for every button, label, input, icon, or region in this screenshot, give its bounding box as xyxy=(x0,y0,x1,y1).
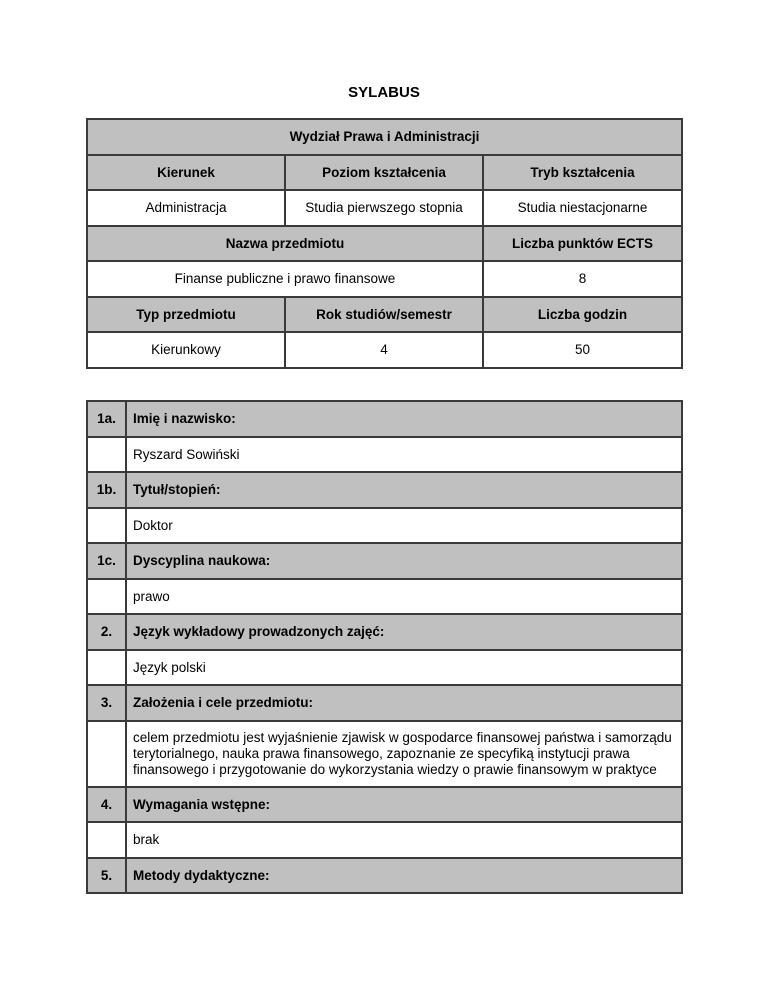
study-labels-row xyxy=(87,155,682,191)
document-title: SYLABUS xyxy=(348,84,420,101)
section-value-row xyxy=(87,822,682,858)
section-number-spacer xyxy=(87,579,126,615)
course-objectives-heading: Założenia i cele przedmiotu: xyxy=(126,685,682,721)
scientific-discipline-heading: Dyscyplina naukowa: xyxy=(126,543,682,579)
section-heading-row xyxy=(87,543,682,579)
scientific-discipline-value: prawo xyxy=(126,579,682,615)
hours-label: Liczba godzin xyxy=(483,297,682,333)
faculty-row xyxy=(87,119,682,155)
study-values-row xyxy=(87,190,682,226)
teaching-language-value: Język polski xyxy=(126,650,682,686)
teaching-methods-heading: Metody dydaktyczne: xyxy=(126,858,682,894)
section-number: 1b. xyxy=(87,472,126,508)
year-semester-label: Rok studiów/semestr xyxy=(285,297,483,333)
subject-values-row xyxy=(87,261,682,297)
study-mode-label: Tryb kształcenia xyxy=(483,155,682,191)
section-number: 1a. xyxy=(87,401,126,437)
section-number: 3. xyxy=(87,685,126,721)
academic-title-heading: Tytuł/stopień: xyxy=(126,472,682,508)
education-level-value: Studia pierwszego stopnia xyxy=(285,190,483,226)
section-value-row xyxy=(87,650,682,686)
course-objectives-value: celem przedmiotu jest wyjaśnienie zjawisk w gospodarce finansowej państwa i samorządu terytorialnego, nauka prawa finansowego, zapoznanie ze specyfiką instytucji prawa finansowego i przygotowanie do wykorzystania wiedzy o prawie finansowym w praktyce xyxy=(126,721,682,787)
faculty-name: Wydział Prawa i Administracji xyxy=(87,119,682,155)
section-number: 1c. xyxy=(87,543,126,579)
section-number-spacer xyxy=(87,508,126,544)
course-info-table xyxy=(86,118,683,369)
section-heading-row xyxy=(87,614,682,650)
course-values-row xyxy=(87,332,682,368)
syllabus-sections-table xyxy=(86,400,683,894)
course-type-label: Typ przedmiotu xyxy=(87,297,285,333)
ects-value: 8 xyxy=(483,261,682,297)
course-labels-row xyxy=(87,297,682,333)
year-semester-value: 4 xyxy=(285,332,483,368)
prerequisites-heading: Wymagania wstępne: xyxy=(126,787,682,823)
education-level-label: Poziom kształcenia xyxy=(285,155,483,191)
section-number-spacer xyxy=(87,437,126,473)
prerequisites-value: brak xyxy=(126,822,682,858)
section-value-row xyxy=(87,579,682,615)
section-number-spacer xyxy=(87,650,126,686)
section-value-row xyxy=(87,437,682,473)
course-type-value: Kierunkowy xyxy=(87,332,285,368)
section-number: 2. xyxy=(87,614,126,650)
subject-name-label: Nazwa przedmiotu xyxy=(87,226,483,262)
section-number: 4. xyxy=(87,787,126,823)
section-value-row xyxy=(87,508,682,544)
study-mode-value: Studia niestacjonarne xyxy=(483,190,682,226)
instructor-name-value: Ryszard Sowiński xyxy=(126,437,682,473)
hours-value: 50 xyxy=(483,332,682,368)
teaching-language-heading: Język wykładowy prowadzonych zajęć: xyxy=(126,614,682,650)
instructor-name-heading: Imię i nazwisko: xyxy=(126,401,682,437)
subject-name-value: Finanse publiczne i prawo finansowe xyxy=(87,261,483,297)
section-number-spacer xyxy=(87,721,126,787)
academic-title-value: Doktor xyxy=(126,508,682,544)
subject-labels-row xyxy=(87,226,682,262)
section-number: 5. xyxy=(87,858,126,894)
section-value-row xyxy=(87,721,682,787)
section-heading-row xyxy=(87,472,682,508)
section-heading-row xyxy=(87,401,682,437)
section-heading-row xyxy=(87,858,682,894)
section-heading-row xyxy=(87,685,682,721)
field-of-study-value: Administracja xyxy=(87,190,285,226)
section-heading-row xyxy=(87,787,682,823)
field-of-study-label: Kierunek xyxy=(87,155,285,191)
ects-label: Liczba punktów ECTS xyxy=(483,226,682,262)
section-number-spacer xyxy=(87,822,126,858)
